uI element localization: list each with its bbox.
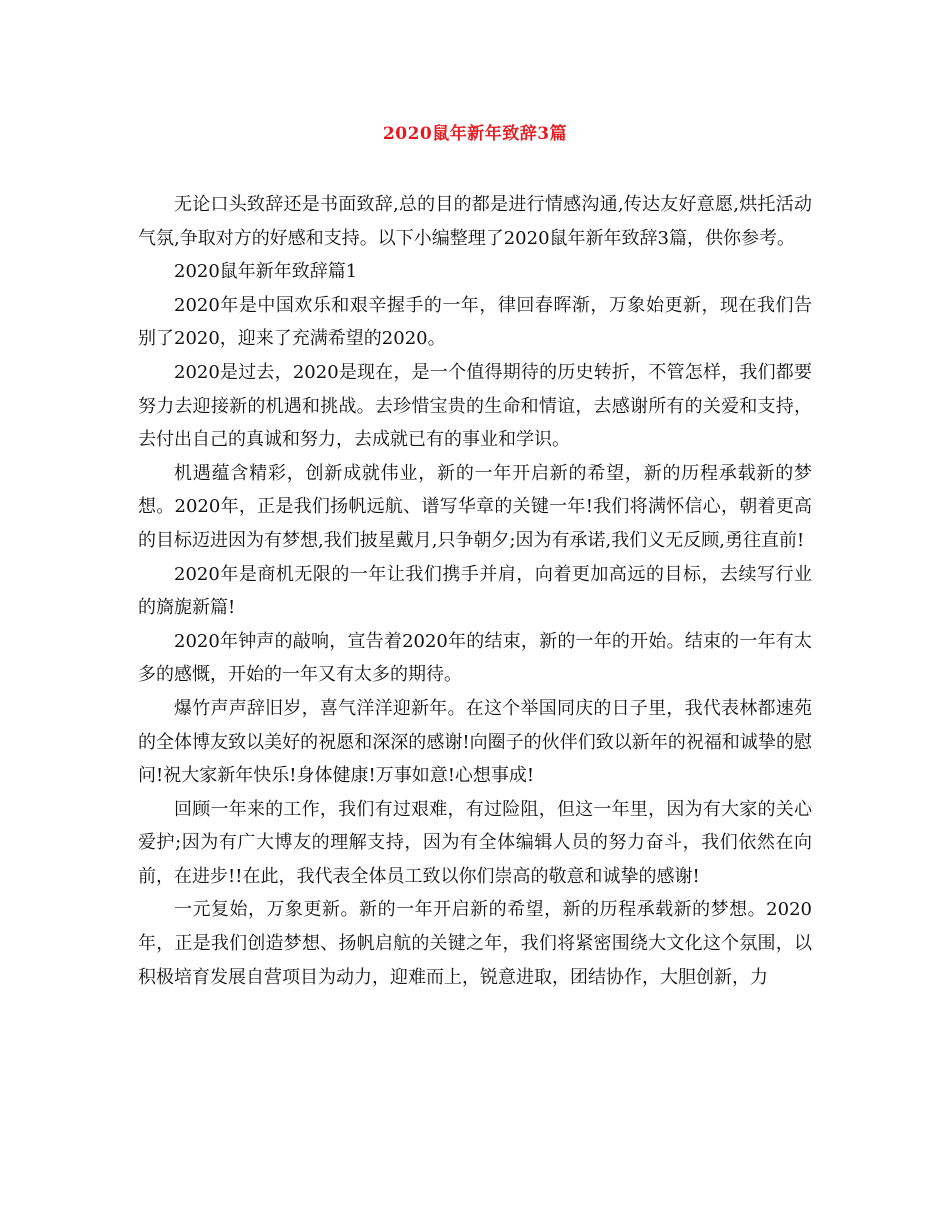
paragraph: 爆竹声声辞旧岁，喜气洋洋迎新年。在这个举国同庆的日子里，我代表林都速苑的全体博友致以美好的祝愿和深深的感谢!向圈子的伙伴们致以新年的祝福和诚挚的慰问!祝大家新年快乐!身体健康!万事如意!心想事成! xyxy=(138,697,812,787)
paragraph: 回顾一年来的工作，我们有过艰难，有过险阻，但这一年里，因为有大家的关心爱护;因为有广大博友的理解支持，因为有全体编辑人员的努力奋斗，我们依然在向前，在进步!!在此，我代表全体员工致以你们崇高的敬意和诚挚的感谢! xyxy=(138,798,812,887)
paragraph: 2020是过去，2020是现在，是一个值得期待的历史转折，不管怎样，我们都要努力去迎接新的机遇和挑战。去珍惜宝贵的生命和情谊，去感谢所有的关爱和支持，去付出自己的真诚和努力，去成就已有的事业和学识。 xyxy=(138,361,812,451)
document-body xyxy=(138,188,812,994)
paragraph: 2020年钟声的敲响，宣告着2020年的结束，新的一年的开始。结束的一年有太多的感慨，开始的一年又有太多的期待。 xyxy=(138,630,812,686)
paragraph: 2020年是中国欢乐和艰辛握手的一年，律回春晖渐，万象始更新，现在我们告别了2020，迎来了充满希望的2020。 xyxy=(138,294,812,350)
paragraph: 2020年是商机无限的一年让我们携手并肩，向着更加高远的目标，去续写行业的旖旎新篇! xyxy=(138,563,812,619)
section-heading: 2020鼠年新年致辞篇1 xyxy=(174,261,358,283)
document-title: 2020鼠年新年致辞3篇 xyxy=(382,124,568,144)
paragraph: 一元复始，万象更新。新的一年开启新的希望，新的历程承载新的梦想。2020年，正是我们创造梦想、扬帆启航的关键之年，我们将紧密围绕大文化这个氛围，以积极培育发展自营项目为动力，迎难而上，锐意进取，团结协作，大胆创新，力 xyxy=(138,899,812,988)
paragraph-intro: 无论口头致辞还是书面致辞,总的目的都是进行情感沟通,传达友好意愿,烘托活动气氛,争取对方的好感和支持。以下小编整理了2020鼠年新年致辞3篇，供你参考。 xyxy=(138,194,812,249)
paragraph: 机遇蕴含精彩，创新成就伟业，新的一年开启新的希望，新的历程承载新的梦想。2020年，正是我们扬帆远航、谱写华章的关键一年!我们将满怀信心，朝着更高的目标迈进因为有梦想,我们披星戴月,只争朝夕;因为有承诺,我们义无反顾,勇往直前! xyxy=(138,462,812,551)
